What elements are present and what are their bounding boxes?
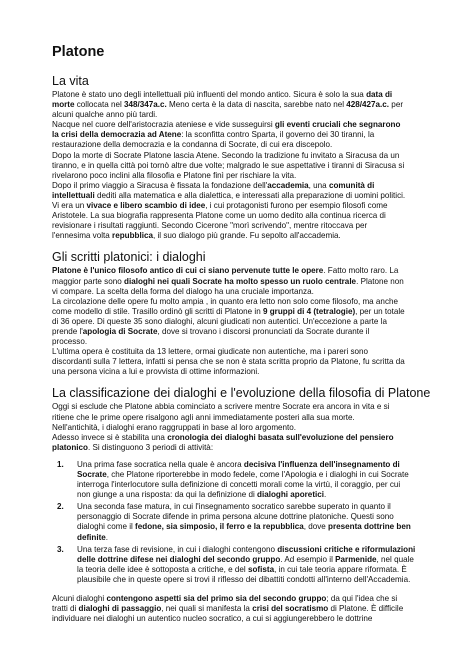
text-run: , una <box>308 180 329 190</box>
text-run: rivelarono poco inclini alla filosofia e Platone finì per rischiare la vita. <box>52 170 297 180</box>
text-run: Aristotele. La sua biografia rappresenta Platone come un uomo dedito alla continua ricerca di <box>52 211 386 221</box>
text-run: restaurazione della democrazia e la condanna di Socrate, di cui era discepolo. <box>52 140 333 150</box>
text-run: , nei quali si manifesta la <box>161 604 253 614</box>
paragraph-block <box>52 266 434 377</box>
closing-paragraph <box>52 594 434 624</box>
bold-text: cronologia dei dialoghi basata sull'evoluzione del pensiero <box>167 432 394 442</box>
text-run: Platone è stato uno degli intellettuali più influenti del mondo antico. Sicura è solo la sua <box>52 90 367 99</box>
section-la-vita <box>52 74 434 241</box>
list-item <box>52 502 434 542</box>
text-line <box>52 100 434 110</box>
text-run: interroga l'interlocutore sulla definizione di concetti morali come la virtù, il coraggio, per cui <box>77 480 401 490</box>
text-line <box>77 502 434 512</box>
list-number: 2. <box>57 502 64 512</box>
text-run: revisionare i risultati raggiunti. Secondo Cicerone "morì scrivendo", mentre ritoccava per <box>52 221 368 231</box>
bold-text: 428/427a.c. <box>346 100 390 110</box>
text-line <box>52 357 434 367</box>
text-line <box>52 337 434 347</box>
text-run: La circolazione delle opere fu molto ampia , in quanto era letto non solo come filosofo, ma anche <box>52 296 398 306</box>
section-scritti <box>52 250 434 377</box>
bold-text: crisi del socratismo <box>252 604 329 614</box>
section-classificazione <box>52 386 434 624</box>
text-line <box>77 480 434 490</box>
text-run: una persona vicina a lui e provvista di ottime informazioni. <box>52 367 260 377</box>
text-line <box>52 221 434 231</box>
text-run: , che Platone riporterebbe in modo fedele, come l'Apologia e i dialoghi in cui Socrate <box>106 470 409 479</box>
text-line <box>52 120 434 130</box>
text-line <box>52 140 434 150</box>
text-run: Vi era un <box>52 201 87 211</box>
text-run: non giunge a una risposta: da qui la definizione di <box>77 490 257 500</box>
bold-text: data di <box>366 90 393 99</box>
text-run: processo. <box>52 337 88 347</box>
text-line <box>52 266 434 276</box>
bold-text: accademia <box>267 180 309 190</box>
bold-text: Parmenide <box>335 554 377 564</box>
text-run: , i cui protagonisti furono per esempio filosofi come <box>205 201 388 211</box>
text-run: , per un totale <box>355 306 405 316</box>
bold-text: platonico <box>52 442 88 452</box>
text-line <box>52 211 434 221</box>
bold-text: repubblica <box>112 231 153 241</box>
list-item <box>52 545 434 585</box>
text-run: Adesso invece si è stabilita una <box>52 432 168 442</box>
text-line <box>52 413 434 423</box>
text-line <box>77 533 434 543</box>
bold-text: Socrate <box>77 470 107 479</box>
text-run: Alcuni dialoghi <box>52 594 107 604</box>
text-run: ritiene che le prime opere risalgono agli anni immediatamente posteri alla sua morte. <box>52 412 355 422</box>
text-line <box>77 565 434 575</box>
paragraph-block <box>52 402 434 452</box>
list-item-text <box>77 502 434 542</box>
text-line <box>52 277 434 287</box>
text-line <box>52 443 434 453</box>
text-line <box>52 181 434 191</box>
text-run: Una terza fase di revisione, in cui i dialoghi contengono <box>77 544 278 554</box>
text-line <box>52 297 434 307</box>
bold-text: morte <box>52 100 75 110</box>
text-run: ; da qui l'idea che si <box>326 594 398 604</box>
text-line <box>52 594 434 604</box>
text-run: . Si distinguono 3 periodi di attività: <box>87 442 214 452</box>
text-run: Dopo la morte di Socrate Platone lascia Atene. Secondo la tradizione fu invitato a Siracusa da un <box>52 150 400 160</box>
text-line <box>77 555 434 565</box>
bold-text: comunità di <box>328 180 375 190</box>
text-run: , dove si trovano i discorsi pronunciati da Socrate durante il <box>157 326 370 336</box>
list-number: 3. <box>57 544 64 554</box>
text-line <box>52 151 434 161</box>
text-line <box>52 327 434 337</box>
text-run: di 36 opere. Di queste 35 sono dialoghi, alcuni giudicati non autentici. Un'eccezione a parte la <box>52 316 387 326</box>
text-line <box>52 231 434 241</box>
text-line <box>77 545 434 555</box>
text-run: Meno certa è la data di nascita, sarebbe nato nel <box>166 100 347 110</box>
text-run: vi compare. La scelta della forma del dialogo ha una cruciale importanza. <box>52 286 314 296</box>
text-line <box>52 287 434 297</box>
document-title: Platone <box>52 44 105 60</box>
bold-text: intellettuali <box>52 190 95 200</box>
text-run: dialoghi come il <box>77 522 136 532</box>
bold-text: sofista <box>247 564 275 574</box>
text-line <box>52 191 434 201</box>
text-run: la teoria delle idee è sottoposta a critiche, e del <box>77 564 248 574</box>
text-run: , nel quale <box>376 554 414 564</box>
text-run: personaggio di Socrate difende in prima persona alcune dottrine platoniche. Questi sono <box>77 512 394 522</box>
text-run: plausibile che in queste opere si trovi il riflesso dei dibattiti condotti all'interno dell'Accademia. <box>77 574 411 584</box>
text-run: individuare nei dialoghi un autentico nucleo socratico, a cui si aggiungerebbero le dottrine <box>52 614 373 624</box>
bold-text: dialoghi nei quali Socrate ha molto spesso un ruolo centrale <box>124 276 357 286</box>
text-line <box>77 490 434 500</box>
text-line <box>52 171 434 181</box>
bold-text: la crisi della democrazia ad Atene <box>52 130 182 140</box>
text-run: , dove <box>303 522 329 532</box>
text-line <box>77 460 434 470</box>
bold-text: dialoghi di passaggio <box>78 604 162 614</box>
bold-text: definite <box>77 532 106 542</box>
bold-text: dialoghi aporetici <box>257 490 325 500</box>
bold-text: contengono aspetti sia del primo sia del secondo gruppo <box>106 594 327 604</box>
section-heading: Gli scritti platonici: i dialoghi <box>52 250 206 265</box>
text-run: Nacque nel cuore dell'aristocrazia ateniese e vide susseguirsi <box>52 120 275 130</box>
bold-text: apologia di Socrate <box>82 326 158 336</box>
list-number: 1. <box>57 459 64 469</box>
text-run: Oggi si esclude che Platone abbia cominciato a scrivere mentre Socrate era ancora in vita e si <box>52 402 390 412</box>
text-line <box>77 522 434 532</box>
bold-text: fedone, sia simposio, il ferro e la repubblica <box>135 522 304 532</box>
list-item <box>52 460 434 500</box>
bold-text: delle dottrine difese nei dialoghi del secondo gruppo <box>77 554 281 564</box>
text-line <box>77 512 434 522</box>
text-line <box>52 433 434 443</box>
bold-text: 9 gruppi di 4 (tetralogie) <box>262 306 356 316</box>
text-line <box>52 201 434 211</box>
text-run: Dopo il primo viaggio a Siracusa è fissata la fondazione dell' <box>52 180 268 190</box>
text-line <box>77 575 434 585</box>
text-run: per <box>389 100 404 110</box>
text-line <box>52 367 434 377</box>
text-run: dediti alla matematica e alla dialettica, e interessati alla preparazione di uomini politici. <box>94 190 406 200</box>
text-run: : la sconfitta contro Sparta, il governo dei 30 tiranni, la <box>181 130 375 140</box>
text-run: tratti di <box>52 604 79 614</box>
text-run: prende l' <box>52 326 83 336</box>
paragraph-block <box>52 90 434 241</box>
list-item-text <box>77 460 434 500</box>
text-line <box>52 604 434 614</box>
list-item-text <box>77 545 434 585</box>
section-heading: La classificazione dei dialoghi e l'evoluzione della filosofia di Platone <box>52 386 431 401</box>
text-run: maggior parte sono <box>52 276 124 286</box>
text-line <box>52 130 434 140</box>
text-run: discordanti sulla 7 lettera, infatti si pensa che se non è stata scritta proprio da Platone, fu scritta da <box>52 357 405 367</box>
text-line <box>52 90 434 100</box>
text-line <box>52 110 434 120</box>
bold-text: vivace e libero scambio di idee <box>86 201 206 211</box>
text-line <box>52 307 434 317</box>
text-line <box>52 402 434 412</box>
bold-text: Platone è l'unico filosofo antico di cui ci siano pervenute tutte le opere <box>52 266 324 276</box>
bold-text: discussioni critiche e riformulazioni <box>277 544 416 554</box>
section-heading: La vita <box>52 74 89 88</box>
text-line <box>52 423 434 433</box>
bold-text: decisiva l'influenza dell'insegnamento di <box>243 459 400 469</box>
text-line <box>52 161 434 171</box>
text-run: . Ad esempio il <box>280 554 336 564</box>
text-run: tiranno, e in quella città poi tornò altre due volte; malgrado le sue aspettative i tiranni di Siracusa si <box>52 160 405 170</box>
text-run: di Platone. È difficile <box>328 604 404 614</box>
text-run: . <box>324 490 327 500</box>
text-run: Una seconda fase matura, in cui l'insegnamento socratico sarebbe superato in quanto il <box>77 502 391 512</box>
text-run: . <box>105 532 109 542</box>
periods-list <box>52 460 434 585</box>
text-run: L'ultima opera è costituita da 13 lettere, ormai giudicate non autentiche, ma i pareri sono <box>52 347 369 357</box>
text-run: Una prima fase socratica nella quale è ancora <box>77 459 244 469</box>
text-run: alcuni qualche anno più tardi. <box>52 110 158 120</box>
text-line <box>52 614 434 624</box>
text-line <box>52 347 434 357</box>
text-run: collocata nel <box>74 100 124 110</box>
bold-text: 348/347a.c. <box>124 100 167 110</box>
bold-text: presenta dottrine ben <box>328 522 411 532</box>
text-run: , il suo dialogo più grande. Fu sepolto all'accademia. <box>152 231 341 241</box>
text-run: l'ennesima volta <box>52 231 113 241</box>
text-run: . Platone non <box>356 276 404 286</box>
text-run: . Fatto molto raro. La <box>323 266 399 276</box>
text-line <box>52 317 434 327</box>
text-run: , in cui tale teoria appare riformata. È <box>274 564 407 574</box>
text-line <box>77 470 434 480</box>
text-run: Nell'antichità, i dialoghi erano raggruppati in base al loro argomento. <box>52 422 297 432</box>
text-run: come modello di stile. Trasillo ordinò gli scritti di Platone in <box>52 306 263 316</box>
bold-text: gli eventi cruciali che segnarono <box>274 120 401 130</box>
